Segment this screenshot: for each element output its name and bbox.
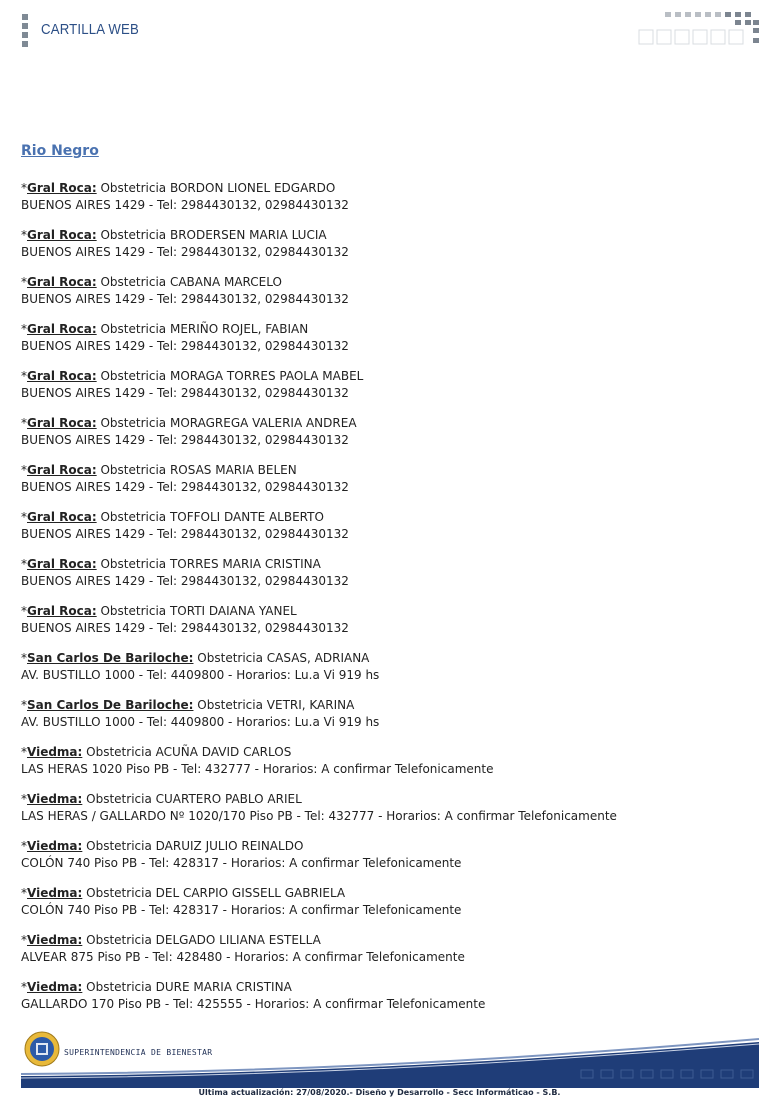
entry-bullet: * xyxy=(21,510,27,524)
entry-city-link[interactable]: Gral Roca: xyxy=(27,275,97,289)
entry-provider-name: Obstetricia BORDON LIONEL EDGARDO xyxy=(100,181,336,195)
provider-entry xyxy=(21,603,741,637)
entry-bullet: * xyxy=(21,745,27,759)
page-header xyxy=(0,0,759,60)
entry-provider-name: Obstetricia MERIÑO ROJEL, FABIAN xyxy=(100,322,309,336)
entry-city-link[interactable]: San Carlos De Bariloche: xyxy=(27,698,194,712)
entry-provider-name: Obstetricia DARUIZ JULIO REINALDO xyxy=(86,839,304,853)
entry-provider-name: Obstetricia TOFFOLI DANTE ALBERTO xyxy=(100,510,324,524)
footer-organization-name: SUPERINTENDENCIA DE BIENESTAR xyxy=(64,1048,213,1057)
entry-bullet: * xyxy=(21,698,27,712)
entry-city-link[interactable]: Viedma: xyxy=(27,745,83,759)
entry-address: BUENOS AIRES 1429 - Tel: 2984430132, 02984430132 xyxy=(21,433,349,447)
entry-bullet: * xyxy=(21,980,27,994)
provider-entry xyxy=(21,227,741,261)
header-accent-bar xyxy=(22,14,28,48)
entry-bullet: * xyxy=(21,886,27,900)
entry-city-link[interactable]: Gral Roca: xyxy=(27,181,97,195)
page-footer xyxy=(0,1030,759,1101)
entry-city-link[interactable]: Gral Roca: xyxy=(27,557,97,571)
entry-city-link[interactable]: Gral Roca: xyxy=(27,228,97,242)
entry-bullet: * xyxy=(21,651,27,665)
entry-provider-name: Obstetricia BRODERSEN MARIA LUCIA xyxy=(100,228,327,242)
entry-address: AV. BUSTILLO 1000 - Tel: 4409800 - Horarios: Lu.a Vi 919 hs xyxy=(21,668,380,682)
entry-address: AV. BUSTILLO 1000 - Tel: 4409800 - Horarios: Lu.a Vi 919 hs xyxy=(21,715,380,729)
entry-address: BUENOS AIRES 1429 - Tel: 2984430132, 02984430132 xyxy=(21,245,349,259)
entry-city-link[interactable]: Viedma: xyxy=(27,886,83,900)
entry-address: GALLARDO 170 Piso PB - Tel: 425555 - Horarios: A confirmar Telefonicamente xyxy=(21,997,486,1011)
entry-bullet: * xyxy=(21,228,27,242)
entry-address: BUENOS AIRES 1429 - Tel: 2984430132, 02984430132 xyxy=(21,198,349,212)
entry-bullet: * xyxy=(21,557,27,571)
entry-city-link[interactable]: Gral Roca: xyxy=(27,322,97,336)
entry-provider-name: Obstetricia CUARTERO PABLO ARIEL xyxy=(86,792,302,806)
provider-entry xyxy=(21,556,741,590)
entry-provider-name: Obstetricia MORAGA TORRES PAOLA MABEL xyxy=(100,369,364,383)
entry-address: BUENOS AIRES 1429 - Tel: 2984430132, 02984430132 xyxy=(21,480,349,494)
entry-bullet: * xyxy=(21,604,27,618)
entry-bullet: * xyxy=(21,933,27,947)
entry-bullet: * xyxy=(21,275,27,289)
entry-bullet: * xyxy=(21,463,27,477)
entry-provider-name: Obstetricia CABANA MARCELO xyxy=(100,275,282,289)
entry-city-link[interactable]: Viedma: xyxy=(27,792,83,806)
entry-city-link[interactable]: Gral Roca: xyxy=(27,463,97,477)
entry-provider-name: Obstetricia DEL CARPIO GISSELL GABRIELA xyxy=(86,886,346,900)
entry-provider-name: Obstetricia DURE MARIA CRISTINA xyxy=(86,980,292,994)
entry-bullet: * xyxy=(21,416,27,430)
entry-city-link[interactable]: Viedma: xyxy=(27,839,83,853)
provider-entry xyxy=(21,697,741,731)
provider-entry xyxy=(21,932,741,966)
entry-provider-name: Obstetricia ROSAS MARIA BELEN xyxy=(100,463,297,477)
entry-city-link[interactable]: Viedma: xyxy=(27,933,83,947)
entry-provider-name: Obstetricia TORRES MARIA CRISTINA xyxy=(100,557,321,571)
entry-address: COLÓN 740 Piso PB - Tel: 428317 - Horarios: A confirmar Telefonicamente xyxy=(21,856,462,870)
provider-entry xyxy=(21,180,741,214)
provider-entry xyxy=(21,838,741,872)
header-title: CARTILLA WEB xyxy=(41,21,139,38)
provider-entry xyxy=(21,509,741,543)
entry-city-link[interactable]: Gral Roca: xyxy=(27,369,97,383)
content-area xyxy=(21,142,741,1026)
provider-entry xyxy=(21,321,741,355)
entry-bullet: * xyxy=(21,322,27,336)
entry-address: BUENOS AIRES 1429 - Tel: 2984430132, 02984430132 xyxy=(21,574,349,588)
entries-list xyxy=(21,180,741,1013)
provider-entry xyxy=(21,885,741,919)
provider-entry xyxy=(21,979,741,1013)
entry-city-link[interactable]: Gral Roca: xyxy=(27,604,97,618)
header-pixel-grid-decoration xyxy=(635,10,759,48)
entry-address: LAS HERAS / GALLARDO Nº 1020/170 Piso PB - Tel: 432777 - Horarios: A confirmar Telefonicamente xyxy=(21,809,617,823)
entry-address: BUENOS AIRES 1429 - Tel: 2984430132, 02984430132 xyxy=(21,527,349,541)
entry-address: LAS HERAS 1020 Piso PB - Tel: 432777 - Horarios: A confirmar Telefonicamente xyxy=(21,762,494,776)
provider-entry xyxy=(21,744,741,778)
entry-provider-name: Obstetricia VETRI, KARINA xyxy=(197,698,355,712)
entry-provider-name: Obstetricia ACUÑA DAVID CARLOS xyxy=(86,745,292,759)
entry-bullet: * xyxy=(21,839,27,853)
provider-entry xyxy=(21,791,741,825)
footer-update-text: Ultima actualización: 27/08/2020.- Diseño y Desarrollo - Secc Informáticao - S.B. xyxy=(198,1088,561,1097)
provider-entry xyxy=(21,650,741,684)
entry-provider-name: Obstetricia TORTI DAIANA YANEL xyxy=(100,604,297,618)
provider-entry xyxy=(21,415,741,449)
entry-address: BUENOS AIRES 1429 - Tel: 2984430132, 02984430132 xyxy=(21,292,349,306)
entry-address: BUENOS AIRES 1429 - Tel: 2984430132, 02984430132 xyxy=(21,621,349,635)
entry-provider-name: Obstetricia DELGADO LILIANA ESTELLA xyxy=(86,933,321,947)
entry-address: COLÓN 740 Piso PB - Tel: 428317 - Horarios: A confirmar Telefonicamente xyxy=(21,903,462,917)
entry-city-link[interactable]: San Carlos De Bariloche: xyxy=(27,651,194,665)
footer-wave-banner xyxy=(21,1036,759,1088)
entry-provider-name: Obstetricia MORAGREGA VALERIA ANDREA xyxy=(100,416,357,430)
entry-address: ALVEAR 875 Piso PB - Tel: 428480 - Horarios: A confirmar Telefonicamente xyxy=(21,950,465,964)
entry-bullet: * xyxy=(21,181,27,195)
entry-provider-name: Obstetricia CASAS, ADRIANA xyxy=(197,651,370,665)
entry-city-link[interactable]: Viedma: xyxy=(27,980,83,994)
entry-bullet: * xyxy=(21,369,27,383)
provider-entry xyxy=(21,368,741,402)
entry-address: BUENOS AIRES 1429 - Tel: 2984430132, 02984430132 xyxy=(21,339,349,353)
entry-city-link[interactable]: Gral Roca: xyxy=(27,416,97,430)
entry-address: BUENOS AIRES 1429 - Tel: 2984430132, 02984430132 xyxy=(21,386,349,400)
provider-entry xyxy=(21,462,741,496)
entry-city-link[interactable]: Gral Roca: xyxy=(27,510,97,524)
superintendencia-logo-icon xyxy=(24,1031,60,1067)
provider-entry xyxy=(21,274,741,308)
region-title[interactable]: Rio Negro xyxy=(21,143,99,159)
entry-bullet: * xyxy=(21,792,27,806)
